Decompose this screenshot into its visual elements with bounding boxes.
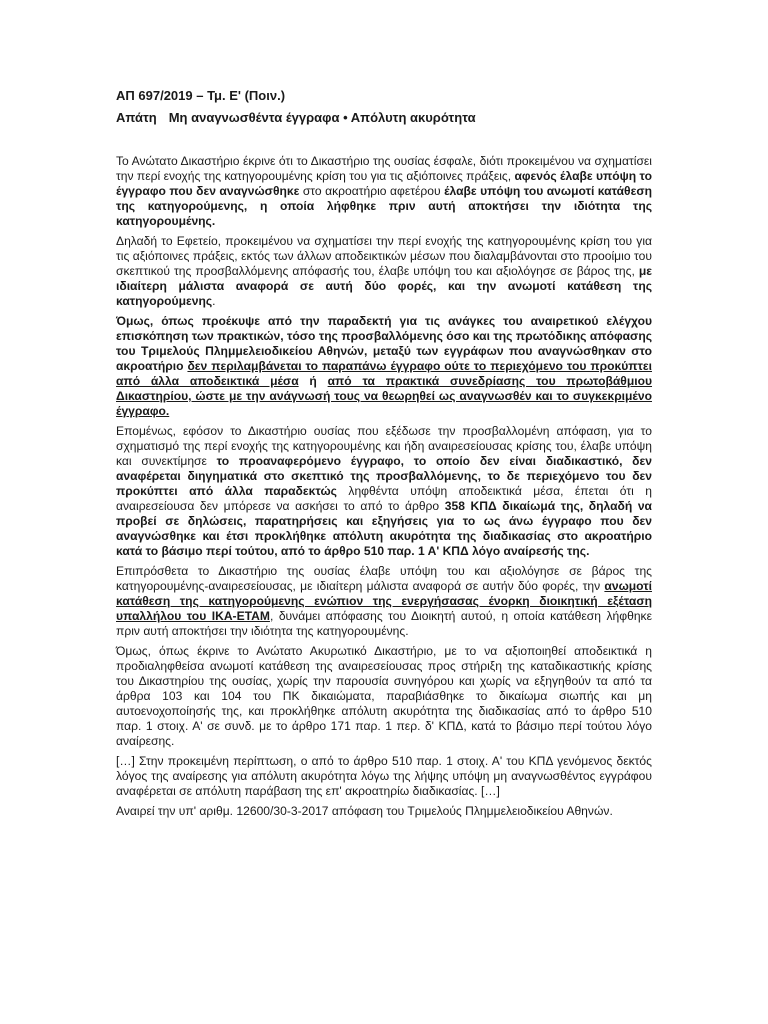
paragraph <box>116 154 652 229</box>
paragraph-text: με ιδιαίτερη μάλιστα αναφορά σε αυτή δύο φορές, και την ανωμοτί κατάθεση της κατηγορούμενης <box>116 264 652 308</box>
paragraph-text: Όμως, όπως έκρινε το Ανώτατο Ακυρωτικό Δικαστήριο, με το να αξιοποιηθεί αποδεικτικά η προδιαληφθείσα ανωμοτί κατάθεση της αναιρεσείουσας προς στήριξη της καταδικαστικής κρίσης του Δικαστηρίου της ουσίας, χωρίς την παρουσία συνηγόρου και χωρίς να εξηγηθούν τα από τα άρθρα 103 και 104 του ΠΚ δικαιώματα, παραβιάσθηκε το δικαίωμα σιωπής και μη αυτοενοχοποίησής της, και προκλήθηκε απόλυτη ακυρότητα της διαδικασίας από το άρθρο 510 παρ. 1 στοιχ. Α' σε συνδ. με το άρθρο 171 παρ. 1 περ. δ' ΚΠΔ, κατά το βάσιμο περί τούτου λόγο αναίρεσης. <box>116 644 652 748</box>
paragraph <box>116 314 652 419</box>
paragraph-text: ανωμοτί κατάθεση της κατηγορούμενης ενώπιον της ενεργήσασας ένορκη διοικητική εξέταση υπαλλήλου του ΙΚΑ-ΕΤΑΜ <box>116 579 652 623</box>
paragraph-text: Επομένως, εφόσον το Δικαστήριο ουσίας που εξέδωσε την προσβαλλομένη απόφαση, για το σχηματισμό της περί ενοχής της κατηγορουμένης και ήδη αναιρεσείουσας κρίσης του, έλαβε υπόψη και συνεκτίμησε <box>116 424 652 468</box>
paragraph-text: , δυνάμει απόφασης του Διοικητή αυτού, η οποία κατάθεση λήφθηκε πριν αυτή αποκτήσει την ιδιότητα της κατηγορουμένης. <box>116 609 652 638</box>
paragraph <box>116 234 652 309</box>
subtitle-topic: Απάτη <box>116 110 157 125</box>
paragraph-text: Το Ανώτατο Δικαστήριο έκρινε ότι το Δικαστήριο της ουσίας έσφαλε, διότι προκειμένου να σχηματίσει την περί ενοχής της κατηγορουμένης κρίση του για τις αξιόποινες πράξεις, <box>116 154 652 183</box>
paragraph-text: Αναιρεί την υπ' αριθμ. 12600/30-3-2017 απόφαση του Τριμελούς Πλημμελειοδικείου Αθηνών. <box>116 804 613 818</box>
paragraph <box>116 424 652 559</box>
paragraph-text: στο ακροατήριο αφετέρου <box>299 184 445 198</box>
paragraph-text: δεν περιλαμβάνεται το παραπάνω έγγραφο ούτε το περιεχόμενο του προκύπτει από άλλα αποδεικτικά μέσα <box>116 359 652 388</box>
paragraph-text: 358 ΚΠΔ δικαίωμά της, δηλαδή να προβεί σε δηλώσεις, παρατηρήσεις και εξηγήσεις για το ως άνω έγγραφο που δεν αναγνώσθηκε και έτσι προκλήθηκε απόλυτη ακυρότητα της διαδικασίας στο ακροατήριο κατά το βάσιμο περί τούτου, από το άρθρο 510 παρ. 1 Α' ΚΠΔ λόγο αναίρεσής της. <box>116 499 652 558</box>
paragraph-text: . <box>212 294 216 308</box>
paragraph <box>116 754 652 799</box>
document-title: ΑΠ 697/2019 – Τμ. Ε' (Ποιν.) <box>116 88 286 103</box>
paragraph <box>116 804 652 819</box>
paragraph-text: αφενός έλαβε υπόψη το έγγραφο που δεν αναγνώσθηκε <box>116 169 652 198</box>
paragraph-text: Όμως, όπως προέκυψε από την παραδεκτή για τις ανάγκες του αναιρετικού ελέγχου επισκόπηση των πρακτικών, τόσο της προσβαλλόμενης όσο και της πρωτόδικης απόφασης του Τριμελούς Πλημμελειοδικείου Αθηνών, μεταξύ των εγγράφων που αναγνώσθηκαν στο ακροατήριο <box>116 314 652 373</box>
paragraph-text: το προαναφερόμενο έγγραφο, το οποίο δεν είναι διαδικαστικό, δεν αναφέρεται διηγηματικά στο σκεπτικό της προσβαλλόμενης, το δε περιεχόμενο του δεν προκύπτει από άλλα παραδεκτώς <box>116 454 652 498</box>
document-body <box>116 154 652 819</box>
paragraph-text: ληφθέντα υπόψη αποδεικτικά μέσα, έπεται ότι η αναιρεσείουσα δεν μπόρεσε να ασκήσει το από το άρθρο <box>116 484 652 513</box>
document-content <box>116 86 652 824</box>
paragraph-text: από τα πρακτικά συνεδρίασης του πρωτοβάθμιου Δικαστηρίου, ώστε με την ανάγνωσή τους να θεωρηθεί ως αναγνωσθέν και το συγκεκριμένο έγγραφο. <box>116 374 653 418</box>
paragraph <box>116 564 652 639</box>
paragraph-text: Δηλαδή το Εφετείο, προκειμένου να σχηματίσει την περί ενοχής της κατηγορουμένης κρίση του για τις αξιόποινες πράξεις, εκτός των άλλων αποδεικτικών μέσων που διαλαμβάνονται στο προοίμιο του σκεπτικού της προσβαλλόμενης απόφασής του, έλαβε υπόψη του και αξιολόγησε σε βάρος της, <box>116 234 652 278</box>
paragraph-text: έλαβε υπόψη του ανωμοτί κατάθεση της κατηγορούμενης, η οποία λήφθηκε πριν αυτή αποκτήσει την ιδιότητα της κατηγορουμένης. <box>116 184 652 228</box>
paragraph-text: […] Στην προκειμένη περίπτωση, ο από το άρθρο 510 παρ. 1 στοιχ. Α' του ΚΠΔ γενόμενος δεκτός λόγος της αναίρεσης για απόλυτη ακυρότητα λόγω της λήψης υπόψη μη αναγνωσθέντος εγγράφου αναφέρεται σε απόλυτη παράβαση της επ' ακροατηρίω διαδικασίας. […] <box>116 754 652 798</box>
paragraph <box>116 644 652 749</box>
document-subtitle <box>116 108 652 128</box>
paragraph-text: Επιπρόσθετα το Δικαστήριο της ουσίας έλαβε υπόψη του και αξιολόγησε σε βάρος της κατηγορουμένης-αναιρεσείουσας, με ιδιαίτερη μάλιστα αναφορά σε αυτήν δύο φορές, την <box>116 564 652 593</box>
paragraph-text: ή <box>298 374 328 388</box>
subtitle-keywords: Μη αναγνωσθέντα έγγραφα • Απόλυτη ακυρότητα <box>168 110 476 125</box>
